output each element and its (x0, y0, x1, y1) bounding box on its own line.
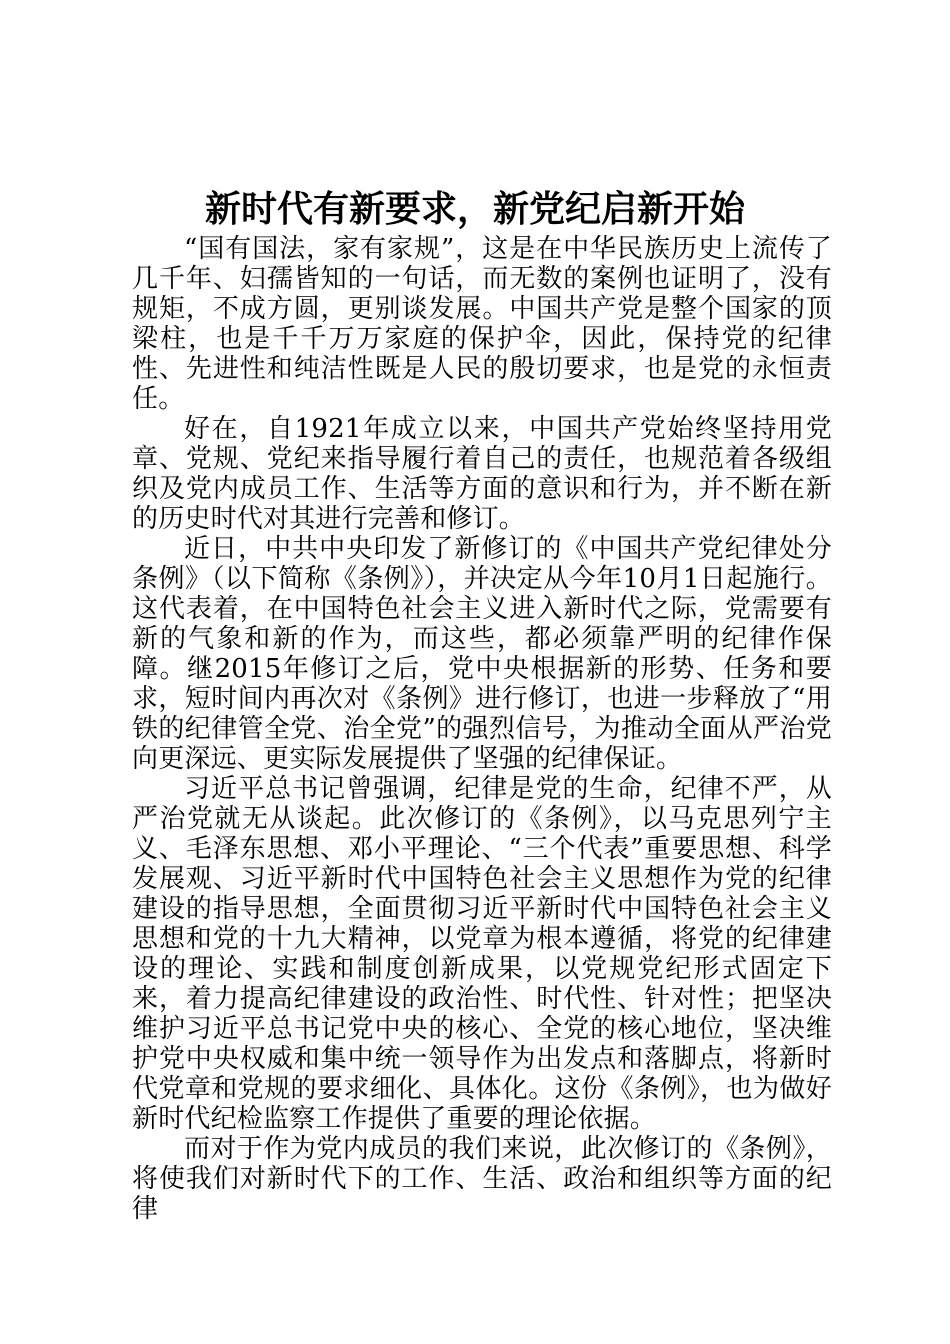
paragraph-5: 而对于作为党内成员的我们来说，此次修订的《条例》，将使我们对新时代下的工作、生活、政治和组织等方面的纪律 (132, 1134, 832, 1224)
paragraph-1: “国有国法，家有家规”，这是在中华民族历史上流传了几千年、妇孺皆知的一句话，而无数的案例也证明了，没有规矩，不成方圆，更别谈发展。中国共产党是整个国家的顶梁柱，也是千千万万家庭的保护伞，因此，保持党的纪律性、先进性和纯洁性既是人民的殷切要求，也是党的永恒责任。 (132, 234, 832, 414)
paragraph-4: 习近平总书记曾强调，纪律是党的生命，纪律不严，从严治党就无从谈起。此次修订的《条例》，以马克思列宁主义、毛泽东思想、邓小平理论、“三个代表”重要思想、科学发展观、习近平新时代中国特色社会主义思想作为党的纪律建设的指导思想，全面贯彻习近平新时代中国特色社会主义思想和党的十九大精神，以党章为根本遵循，将党的纪律建设的理论、实践和制度创新成果，以党规党纪形式固定下来，着力提高纪律建设的政治性、时代性、针对性；把坚决维护习近平总书记党中央的核心、全党的核心地位，坚决维护党中央权威和集中统一领导作为出发点和落脚点，将新时代党章和党规的要求细化、具体化。这份《条例》，也为做好新时代纪检监察工作提供了重要的理论依据。 (132, 774, 832, 1134)
paragraph-3: 近日，中共中央印发了新修订的《中国共产党纪律处分条例》（以下简称《条例》），并决定从今年10月1日起施行。这代表着，在中国特色社会主义进入新时代之际，党需要有新的气象和新的作为，而这些，都必须靠严明的纪律作保障。继2015年修订之后，党中央根据新的形势、任务和要求，短时间内再次对《条例》进行修订，也进一步释放了“用铁的纪律管全党、治全党”的强烈信号，为推动全面从严治党向更深远、更实际发展提供了坚强的纪律保证。 (132, 534, 832, 774)
paragraph-2: 好在，自1921年成立以来，中国共产党始终坚持用党章、党规、党纪来指导履行着自己的责任，也规范着各级组织及党内成员工作、生活等方面的意识和行为，并不断在新的历史时代对其进行完善和修订。 (132, 414, 832, 534)
document-body (132, 234, 832, 1224)
document-title: 新时代有新要求，新党纪启新开始 (204, 188, 745, 230)
